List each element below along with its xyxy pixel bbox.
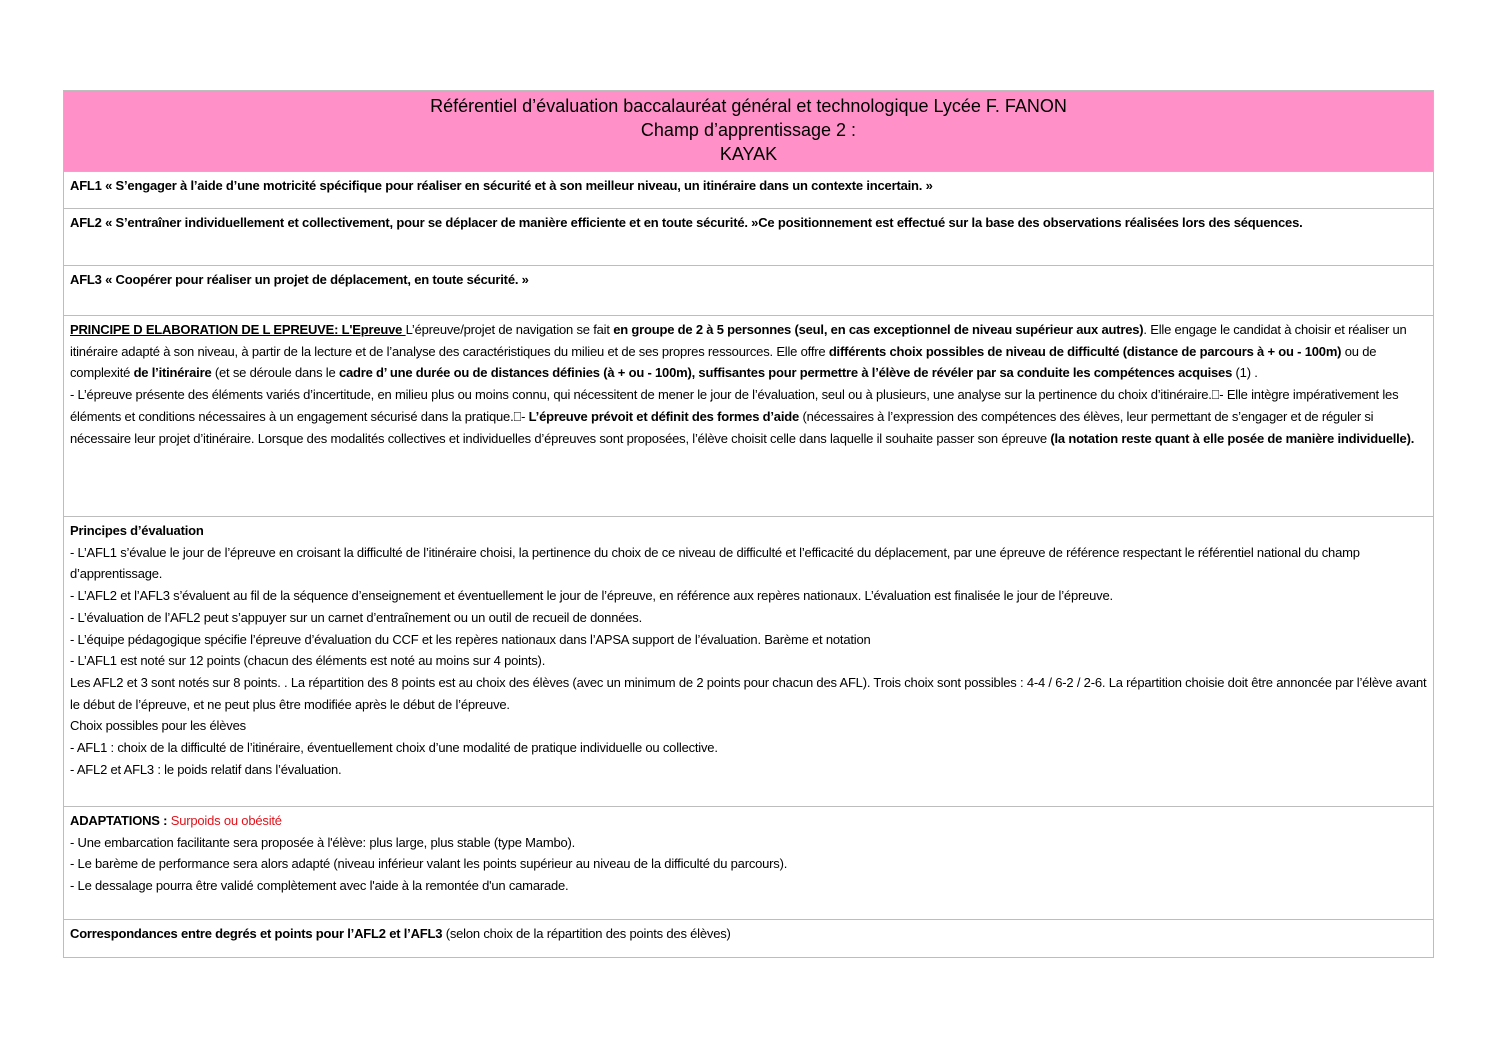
bold-text: AFL1 « S’engager à l’aide d’une motricité spécifique pour réaliser en sécurité et à son meilleur niveau, un itinéraire dans un contexte incertain. » — [70, 178, 933, 193]
evaluation-paragraph — [70, 520, 1427, 542]
text: (nécessaires à l’expression des compétences des élèves, leur permettant de s’engager et de réguler si nécessaire leur projet d’itinéraire. Lorsque des modalités collectives et individuelles d’épreuves sont proposées, l’élève choisit celle dans laquelle il souhaite passer son épreuve — [70, 408, 1374, 446]
principe-paragraph — [70, 319, 1427, 384]
afl2-paragraph — [70, 212, 1427, 234]
evaluation-paragraph — [70, 737, 1427, 759]
correspondances-paragraph — [70, 923, 1427, 945]
bold-text: (la notation reste quant à elle posée de manière individuelle). — [1050, 430, 1415, 446]
evaluation-principles-row — [64, 516, 1433, 806]
text: - L’AFL1 est noté sur 12 points (chacun des éléments est noté au moins sur 4 points). — [70, 653, 546, 669]
text: - L’AFL2 et l’AFL3 s’évaluent au fil de la séquence d’enseignement et éventuellement le jour de l’épreuve, en référence aux repères nationaux. L’évaluation est finalisée le jour de l’épreuve. — [70, 588, 1113, 604]
afl1-paragraph — [70, 175, 1427, 197]
evaluation-paragraph — [70, 715, 1427, 737]
adaptations-row — [64, 806, 1433, 919]
afl3-row — [64, 265, 1433, 315]
text: - AFL1 : choix de la difficulté de l’itinéraire, éventuellement choix d’une modalité de pratique individuelle ou collective. — [70, 740, 718, 756]
text: - L’AFL1 s’évalue le jour de l’épreuve en croisant la difficulté de l’itinéraire choisi, la pertinence du choix de ce niveau de difficulté et l’efficacité du déplacement, par une épreuve de référence respectant le référentiel national du champ d’apprentissage. — [70, 544, 1360, 582]
text: - AFL2 et AFL3 : le poids relatif dans l’évaluation. — [70, 761, 342, 777]
evaluation-paragraph — [70, 542, 1427, 585]
adaptations-paragraph — [70, 875, 1427, 897]
text: - Une embarcation facilitante sera proposée à l'élève: plus large, plus stable (type Mambo). — [70, 834, 576, 850]
text: - Le dessalage pourra être validé complètement avec l'aide à la remontée d'un camarade. — [70, 878, 569, 894]
text: L’épreuve/projet de navigation se fait — [405, 322, 614, 337]
title-header — [64, 91, 1433, 171]
text: (1) . — [1232, 365, 1258, 381]
text: Les AFL2 et 3 sont notés sur 8 points. . La répartition des 8 points est au choix des élèves (avec un minimum de 2 points pour chacun des AFL). Trois choix sont possibles : 4-4 / 6-2 / 2-6. La répartition choisie doit être annoncée par l’élève avant le début de l’épreuve, et ne peut plus être modifiée après le début de l’épreuve. — [70, 674, 1427, 712]
text: ou de complexité — [70, 343, 1377, 381]
bold-text: de l’itinéraire — [133, 365, 212, 381]
text: (et se déroule dans le — [211, 365, 339, 381]
text: - L’équipe pédagogique spécifie l’épreuve d’évaluation du CCF et les repères nationaux dans l’APSA support de l’évaluation. Barème et notation — [70, 631, 871, 647]
evaluation-paragraph — [70, 629, 1427, 651]
bold-text: PRINCIPE D ELABORATION DE L EPREUVE: L'Epreuve — [70, 322, 406, 337]
bold-text: Principes d’évaluation — [70, 523, 204, 538]
bold-text: ADAPTATIONS : — [70, 813, 171, 828]
adaptations-paragraph — [70, 832, 1427, 854]
title-line-2: Champ d’apprentissage 2 : — [640, 120, 857, 140]
evaluation-table — [63, 90, 1434, 958]
evaluation-paragraph — [70, 650, 1427, 672]
highlight-text: Surpoids ou obésité — [170, 813, 282, 828]
text: - Le barème de performance sera alors adapté (niveau inférieur valant les points supérieur au niveau de la difficulté du parcours). — [70, 856, 788, 872]
evaluation-paragraph — [70, 585, 1427, 607]
bold-text: cadre d’ une durée ou de distances définies (à + ou - 100m), suffisantes pour permettre à l’élève de révéler par sa conduite les compétences acquises — [338, 365, 1233, 381]
bold-text: Correspondances entre degrés et points pour l’AFL2 et l’AFL3 — [70, 926, 443, 941]
text: Choix possibles pour les élèves — [70, 718, 246, 734]
text: - L’évaluation de l’AFL2 peut s’appuyer sur un carnet d’entraînement ou un outil de recueil de données. — [70, 609, 643, 625]
evaluation-paragraph — [70, 672, 1427, 715]
bold-text: L’épreuve prévoit et définit des formes d’aide — [528, 408, 800, 424]
bold-text: AFL3 « Coopérer pour réaliser un projet de déplacement, en toute sécurité. » — [70, 272, 529, 287]
evaluation-paragraph — [70, 759, 1427, 781]
text: - L’épreuve présente des éléments variés d’incertitude, en milieu plus ou moins connu, qui nécessitent de mener le jour de l’évaluation, seul ou à plusieurs, une analyse sur la pertinence du choix d’itinéraire.⎕- Elle intègre impérativement les éléments et conditions nécessaires à un engagement sécurisé dans la pratique.⎕- — [70, 387, 1399, 424]
text: . Elle engage le candidat à choisir et réaliser un itinéraire adapté à son niveau, à partir de la lecture et de l’analyse des caractéristiques du milieu et de ses propres ressources. Elle offre — [70, 322, 1407, 359]
adaptations-paragraph — [70, 810, 1427, 832]
title-line-3: KAYAK — [719, 144, 778, 164]
bold-text: différents choix possibles de niveau de difficulté (distance de parcours à + ou - 100m) — [828, 343, 1342, 359]
title-line-1: Référentiel d’évaluation baccalauréat général et technologique Lycée F. FANON — [430, 96, 1067, 116]
principe-row — [64, 315, 1433, 516]
afl3-paragraph — [70, 269, 1427, 291]
afl1-row — [64, 171, 1433, 208]
afl2-row — [64, 208, 1433, 265]
bold-text: en groupe de 2 à 5 personnes (seul, en cas exceptionnel de niveau supérieur aux autres) — [613, 322, 1144, 337]
text: (selon choix de la répartition des points des élèves) — [442, 926, 731, 941]
adaptations-paragraph — [70, 853, 1427, 875]
evaluation-paragraph — [70, 607, 1427, 629]
correspondances-row — [64, 919, 1433, 957]
bold-text: AFL2 « S’entraîner individuellement et collectivement, pour se déplacer de manière efficiente et en toute sécurité. »Ce positionnement est effectué sur la base des observations réalisées lors des séquences. — [70, 215, 1303, 230]
principe-paragraph — [70, 384, 1427, 449]
